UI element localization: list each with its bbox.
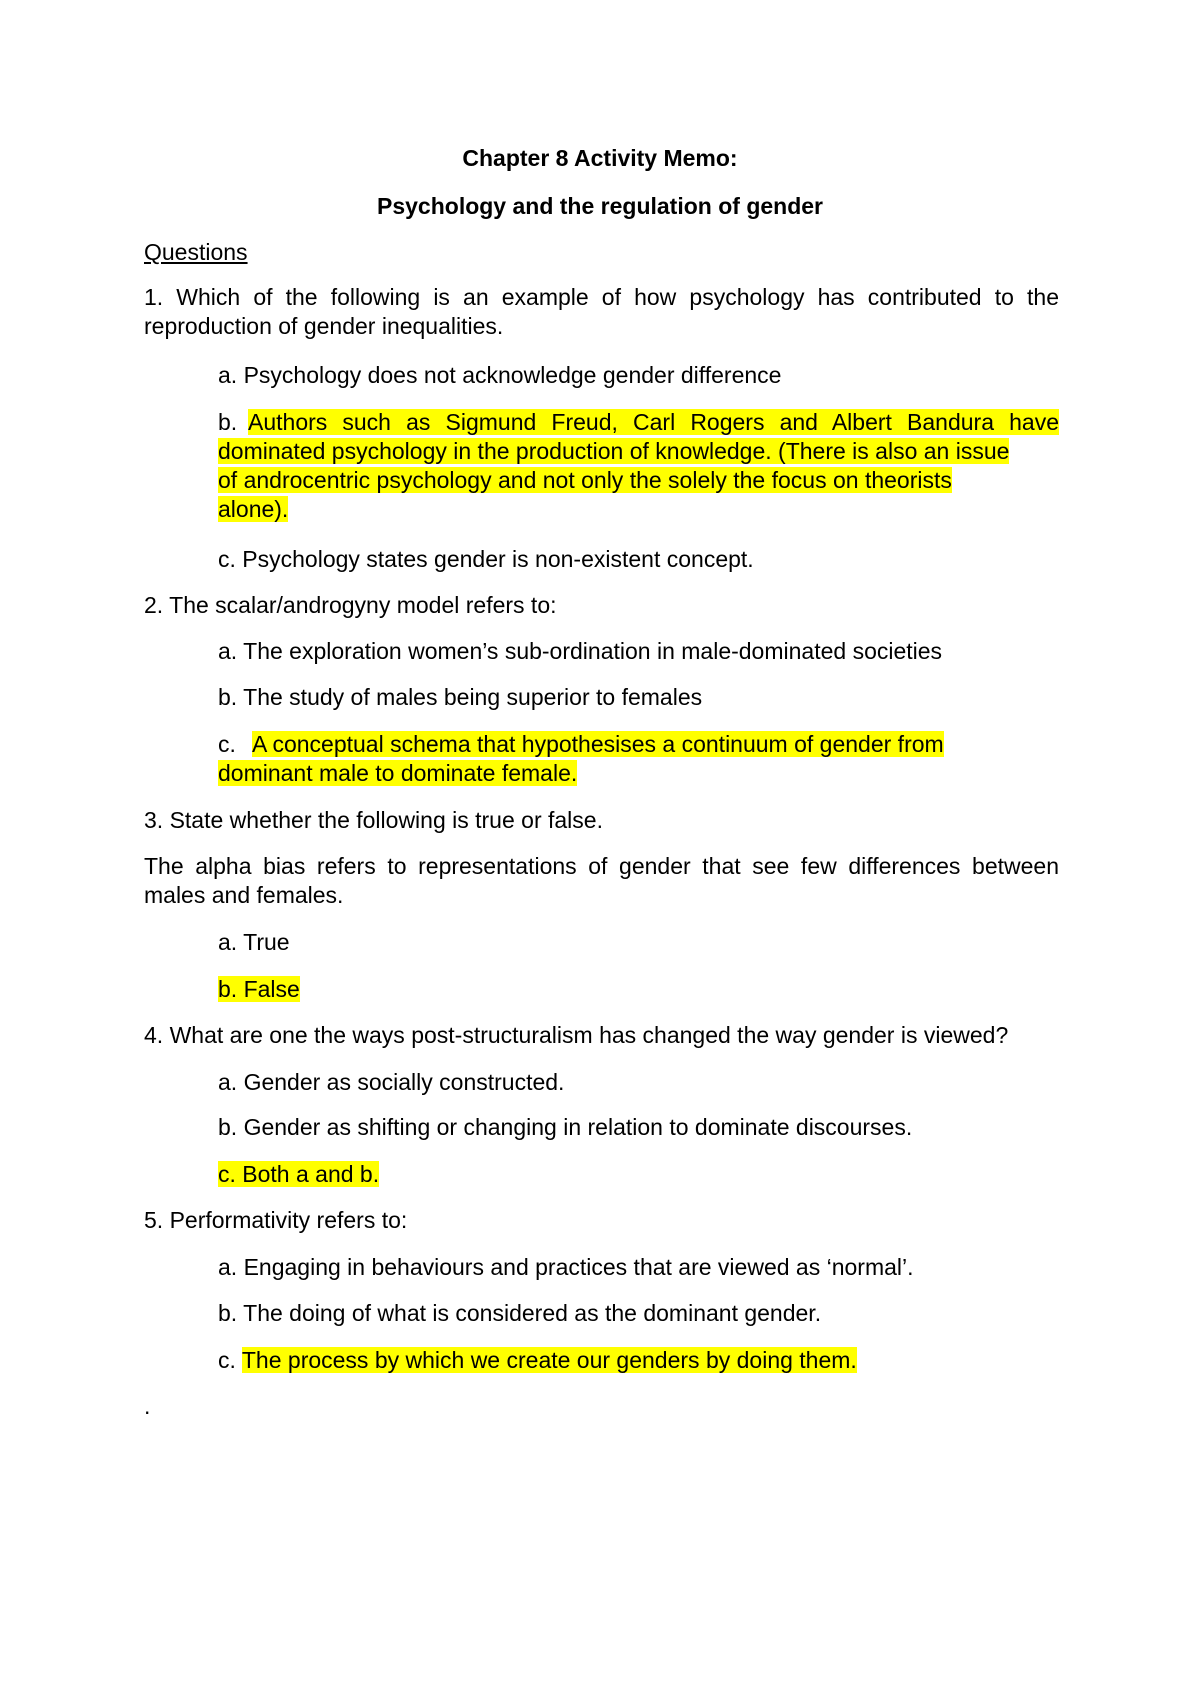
answer-highlight: of androcentric psychology and not only the solely the focus on theorists	[218, 467, 952, 493]
question-5-stem: 5. Performativity refers to:	[144, 1207, 408, 1233]
answer-highlight: c. Both a and b.	[218, 1161, 380, 1187]
question-5-option-a: a. Engaging in behaviours and practices that are viewed as ‘normal’.	[218, 1254, 914, 1280]
question-4-option-b: b. Gender as shifting or changing in relation to dominate discourses.	[218, 1114, 913, 1140]
question-1-option-b-line-1	[248, 408, 1059, 436]
answer-highlight: Authors such as Sigmund Freud, Carl Rogers and Albert Bandura have	[248, 409, 1059, 435]
question-1-option-a: a. Psychology does not acknowledge gender difference	[218, 362, 782, 388]
question-1-option-b-line-3	[218, 466, 952, 494]
question-5-option-b: b. The doing of what is considered as the dominant gender.	[218, 1300, 822, 1326]
question-1-stem-line-2: reproduction of gender inequalities.	[144, 313, 504, 339]
question-1-option-c: c. Psychology states gender is non-existent concept.	[218, 546, 754, 572]
answer-highlight: alone).	[218, 496, 289, 522]
answer-highlight: b. False	[218, 976, 300, 1002]
question-3-stem: 3. State whether the following is true or false.	[144, 807, 603, 833]
section-heading: Questions	[144, 239, 248, 265]
question-1-option-b-line-2	[218, 437, 1009, 465]
answer-highlight: A conceptual schema that hypothesises a continuum of gender from	[252, 731, 944, 757]
document-title: Chapter 8 Activity Memo:	[462, 145, 738, 171]
question-1-option-b-line-4	[218, 495, 288, 523]
question-3-statement-line-2: males and females.	[144, 882, 344, 908]
answer-highlight: dominated psychology in the production of knowledge. (There is also an issue	[218, 438, 1010, 464]
question-2-stem: 2. The scalar/androgyny model refers to:	[144, 592, 557, 618]
document-subtitle: Psychology and the regulation of gender	[377, 193, 823, 219]
question-2-option-c-prefix: c.	[218, 731, 236, 757]
question-2-option-c-line-2	[218, 759, 577, 787]
question-2-option-c-line-1	[252, 730, 944, 758]
answer-highlight: dominant male to dominate female.	[218, 760, 578, 786]
trailing-period: .	[144, 1393, 151, 1419]
question-3-statement-line-1: The alpha bias refers to representations of gender that see few differences between	[144, 853, 1059, 879]
question-3-option-a: a. True	[218, 929, 290, 955]
question-2-option-b: b. The study of males being superior to females	[218, 684, 703, 710]
question-4-stem: 4. What are one the ways post-structuralism has changed the way gender is viewed?	[144, 1022, 1009, 1048]
question-4-option-a: a. Gender as socially constructed.	[218, 1069, 565, 1095]
question-3-option-b	[218, 975, 300, 1003]
question-5-option-c-prefix: c.	[218, 1347, 236, 1373]
answer-highlight: The process by which we create our genders by doing them.	[241, 1347, 857, 1373]
question-2-option-a: a. The exploration women’s sub-ordination in male-dominated societies	[218, 638, 943, 664]
question-1-stem-line-1: 1. Which of the following is an example of how psychology has contributed to the	[144, 284, 1059, 310]
question-4-option-c	[218, 1160, 379, 1188]
question-1-option-b-prefix: b.	[218, 409, 238, 435]
question-5-option-c	[218, 1346, 857, 1374]
